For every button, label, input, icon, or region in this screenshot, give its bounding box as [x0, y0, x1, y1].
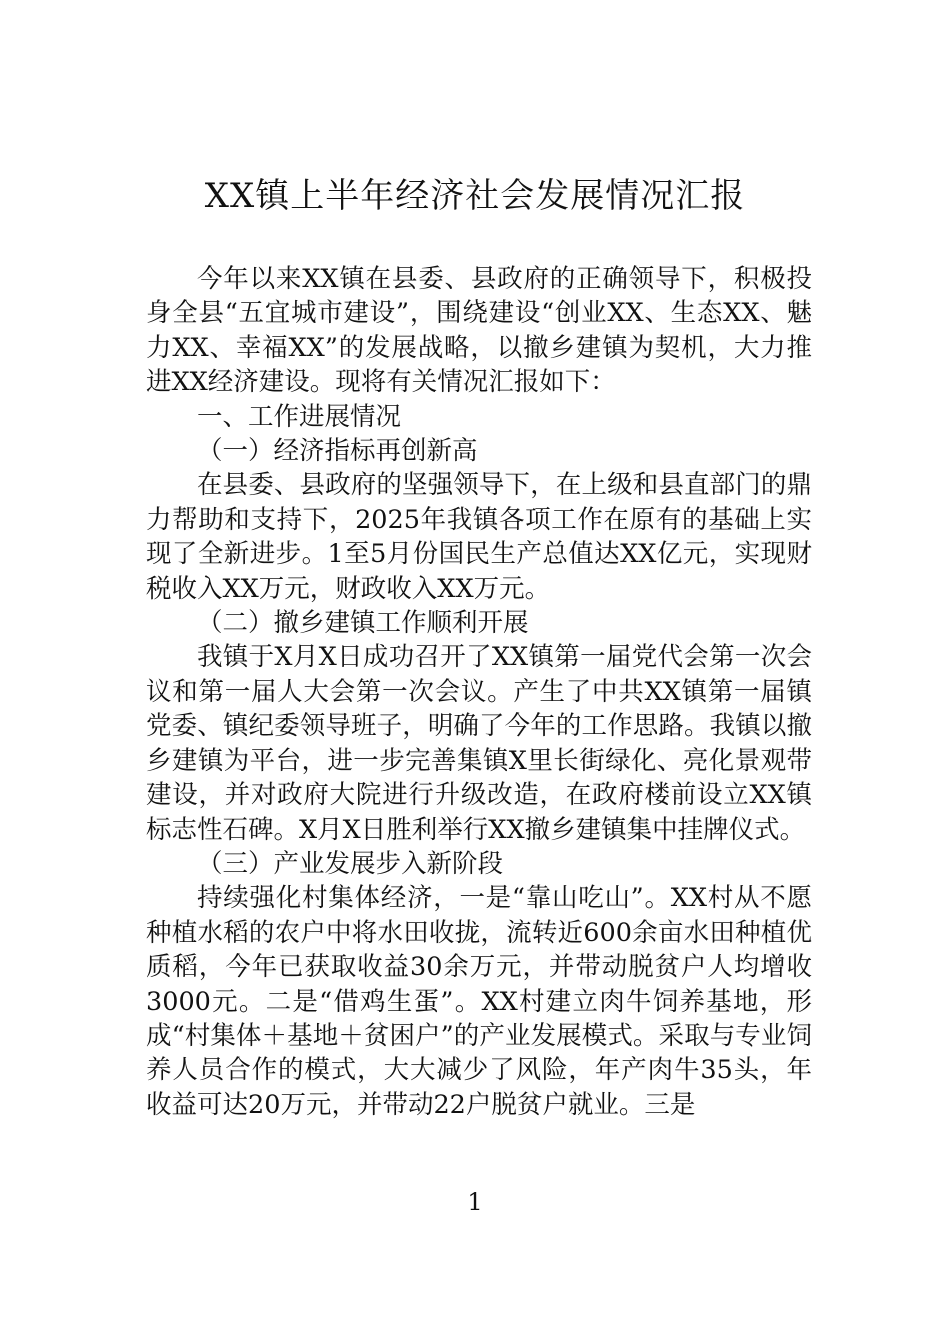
section-heading-work-progress: 一、工作进展情况 [197, 401, 402, 432]
subsection-heading-economic-indicators: （一）经济指标再创新高 [197, 436, 478, 467]
document-body [146, 262, 812, 1122]
industry-development-paragraph: 持续强化村集体经济，一是“靠山吃山”。XX村从不愿种植水稻的农户中将水田收拢，流转近600余亩水田种植优质稻，今年已获取收益30余万元，并带动脱贫户人均增收3000元。二是“借鸡生蛋”。XX村建立肉牛饲养基地，形成“村集体＋基地＋贫困户”的产业发展模式。采取与专业饲养人员合作的模式，大大减少了风险，年产肉牛35头，年收益可达20万元，并带动22户脱贫户就业。三是 [146, 883, 812, 1120]
subsection-heading-industry-development: （三）产业发展步入新阶段 [197, 848, 504, 879]
page-number: 1 [467, 1188, 483, 1216]
economic-indicators-paragraph: 在县委、县政府的坚强领导下，在上级和县直部门的鼎力帮助和支持下，2025年我镇各项工作在原有的基础上实现了全新进步。1至5月份国民生产总值达XX亿元，实现财税收入XX万元，财政收入XX万元。 [146, 470, 812, 604]
document-title: XX镇上半年经济社会发展情况汇报 [204, 176, 746, 216]
intro-paragraph: 今年以来XX镇在县委、县政府的正确领导下，积极投身全县“五宜城市建设”，围绕建设“创业XX、生态XX、魅力XX、幸福XX”的发展战略，以撤乡建镇为契机，大力推进XX经济建设。现将有关情况汇报如下： [146, 264, 812, 398]
subsection-heading-township-establishment: （二）撤乡建镇工作顺利开展 [197, 608, 529, 639]
township-establishment-paragraph: 我镇于X月X日成功召开了XX镇第一届党代会第一次会议和第一届人大会第一次会议。产生了中共XX镇第一届镇党委、镇纪委领导班子，明确了今年的工作思路。我镇以撤乡建镇为平台，进一步完善集镇X里长街绿化、亮化景观带建设，并对政府大院进行升级改造，在政府楼前设立XX镇标志性石碑。X月X日胜利举行XX撤乡建镇集中挂牌仪式。 [146, 642, 812, 845]
